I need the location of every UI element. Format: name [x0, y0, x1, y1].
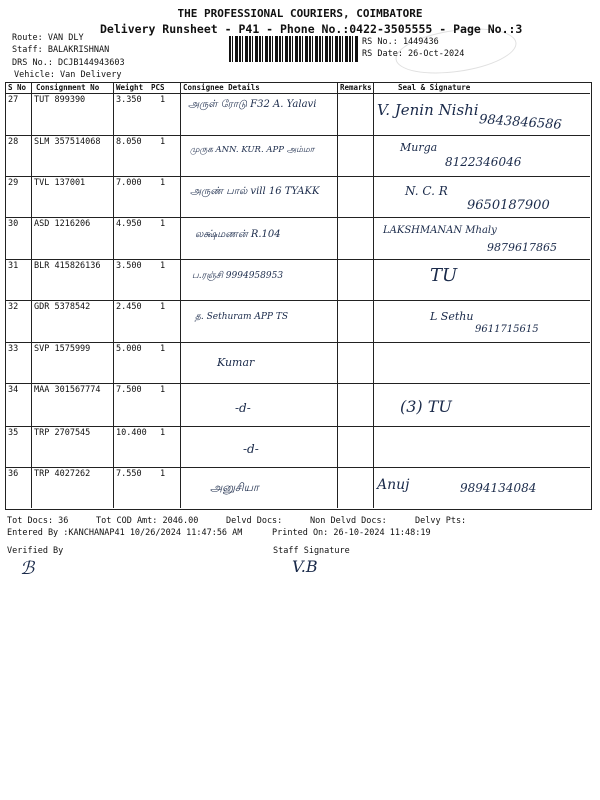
row-consignment: GDR 5378542 [34, 302, 91, 312]
row-consignment: TVL 137001 [34, 178, 86, 188]
row-pcs: 1 [160, 302, 166, 312]
row-weight: 4.950 [116, 219, 142, 229]
row-pcs: 1 [160, 428, 166, 438]
row-signature: (3) TU [400, 397, 452, 416]
row-phone: 8122346046 [445, 155, 522, 169]
row-weight: 7.000 [116, 178, 142, 188]
row-sno: 28 [8, 137, 19, 147]
row-pcs: 1 [160, 344, 166, 354]
table-row [5, 176, 590, 218]
total-cod-amount: Tot COD Amt: 2046.00 [96, 516, 199, 526]
delivery-points: Delvy Pts: [415, 516, 467, 526]
row-consignee-handwritten: ப.ரஞ்சி 9994958953 [192, 271, 284, 281]
row-signature: Anuj [377, 477, 410, 493]
row-consignment: TUT 899390 [34, 95, 86, 105]
row-sno: 29 [8, 178, 19, 188]
row-consignment: ASD 1216206 [34, 219, 91, 229]
row-consignee-handwritten: முருக ANN. KUR. APP அம்மா [190, 145, 315, 155]
table-row [5, 259, 590, 301]
runsheet-subtitle: Delivery Runsheet - P41 - Phone No.:0422-3505555 - Page No.:3 [100, 22, 523, 36]
row-sno: 34 [8, 385, 19, 395]
row-consignment: MAA 301567774 [34, 385, 101, 395]
row-pcs: 1 [160, 261, 166, 271]
route-label: Route: VAN DLY [12, 33, 84, 43]
table-row [5, 383, 590, 427]
table-row [5, 342, 590, 384]
delivered-docs: Delvd Docs: [226, 516, 283, 526]
table-row [5, 467, 590, 508]
row-phone: 9650187900 [467, 198, 550, 213]
row-consignee-handwritten: -d- [235, 401, 251, 415]
row-weight: 3.350 [116, 95, 142, 105]
row-pcs: 1 [160, 178, 166, 188]
row-signature: L Sethu [430, 310, 474, 323]
row-consignee-handwritten: Kumar [217, 356, 255, 369]
col-sno: S No [8, 83, 27, 92]
row-consignee-handwritten: -d- [243, 442, 259, 456]
table-row [5, 426, 590, 468]
row-weight: 7.550 [116, 469, 142, 479]
non-delivered-docs: Non Delvd Docs: [310, 516, 387, 526]
row-weight: 2.450 [116, 302, 142, 312]
verifier-signature-mark: ℬ [20, 558, 35, 579]
entered-by: Entered By :KANCHANAP41 10/26/2024 11:47:56 AM [7, 528, 243, 538]
barcode [229, 36, 359, 62]
row-pcs: 1 [160, 385, 166, 395]
col-signature: Seal & Signature [398, 83, 471, 92]
row-weight: 7.500 [116, 385, 142, 395]
total-docs: Tot Docs: 36 [7, 516, 69, 526]
row-sno: 30 [8, 219, 19, 229]
table-row [5, 217, 590, 260]
row-signature: LAKSHMANAN Mhaly [383, 225, 497, 236]
row-phone: 9611715615 [475, 324, 539, 335]
company-title: THE PROFESSIONAL COURIERS, COIMBATORE [177, 7, 423, 20]
row-pcs: 1 [160, 219, 166, 229]
row-phone: 9843846586 [478, 112, 563, 133]
row-signature: N. C. R [405, 184, 448, 198]
table-row [5, 300, 590, 343]
row-consignee-handwritten: அனுசியா [210, 481, 259, 494]
vehicle-label: Vehicle: Van Delivery [14, 70, 122, 80]
row-consignee-handwritten: லக்ஷ்மணன் R.104 [195, 229, 281, 240]
staff-signature: V.B [292, 557, 318, 576]
row-sno: 32 [8, 302, 19, 312]
row-phone: 9894134084 [460, 481, 537, 495]
row-sno: 27 [8, 95, 19, 105]
row-consignment: SLM 357514068 [34, 137, 101, 147]
row-consignment: BLR 415826136 [34, 261, 101, 271]
table-row [5, 135, 590, 177]
row-signature: TU [430, 265, 458, 286]
rs-date: RS Date: 26-Oct-2024 [362, 49, 465, 59]
row-consignment: TRP 4027262 [34, 469, 91, 479]
row-weight: 10.400 [116, 428, 147, 438]
row-pcs: 1 [160, 469, 166, 479]
row-sno: 35 [8, 428, 19, 438]
col-pcs: PCS [151, 83, 165, 92]
row-signature: Murga [400, 141, 438, 154]
row-pcs: 1 [160, 95, 166, 105]
col-weight: Weight [116, 83, 144, 92]
staff-label: Staff: BALAKRISHNAN [12, 45, 110, 55]
drs-number: DRS No.: DCJB144943603 [12, 58, 125, 68]
row-signature: V. Jenin Nishi [377, 101, 479, 119]
row-phone: 9879617865 [487, 241, 557, 254]
row-sno: 31 [8, 261, 19, 271]
row-weight: 5.000 [116, 344, 142, 354]
col-consignment: Consignment No [36, 83, 100, 92]
row-consignee-handwritten: த. Sethuram APP TS [195, 312, 288, 322]
staff-signature-label: Staff Signature [273, 546, 350, 556]
row-pcs: 1 [160, 137, 166, 147]
row-weight: 8.050 [116, 137, 142, 147]
col-consignee: Consignee Details [183, 83, 260, 92]
row-sno: 36 [8, 469, 19, 479]
table-row [5, 93, 590, 136]
printed-on: Printed On: 26-10-2024 11:48:19 [272, 528, 431, 538]
row-weight: 3.500 [116, 261, 142, 271]
row-sno: 33 [8, 344, 19, 354]
row-consignee-handwritten: அருண் பால் vill 16 TYAKK [190, 186, 320, 197]
col-remarks: Remarks [340, 83, 372, 92]
verified-by-label: Verified By [7, 546, 64, 556]
row-consignee-handwritten: அருள் ரோடு F32 A. Yalavi [188, 99, 317, 110]
row-consignment: SVP 1575999 [34, 344, 91, 354]
row-consignment: TRP 2707545 [34, 428, 91, 438]
rs-number: RS No.: 1449436 [362, 37, 439, 47]
